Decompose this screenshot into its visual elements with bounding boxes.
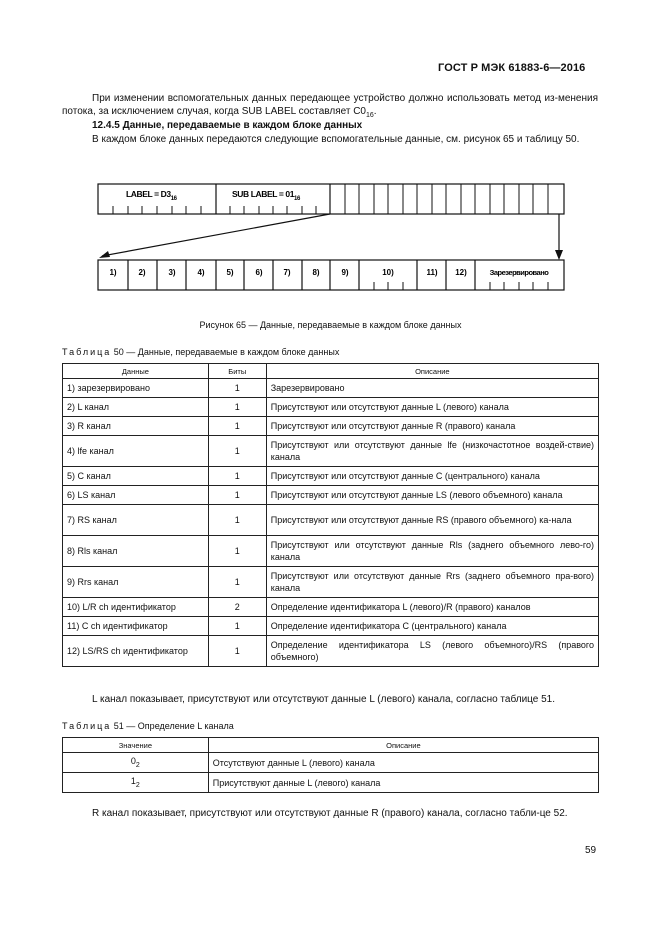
left-arrow-head [99, 251, 110, 258]
cell-bits: 1 [208, 467, 266, 486]
header-bits: Биты [208, 364, 266, 379]
cell-data: 1) зарезервировано [63, 379, 209, 398]
cell-bits: 1 [208, 486, 266, 505]
field-2: 2) [138, 268, 146, 277]
table-header-row [63, 738, 599, 753]
field-4: 4) [197, 268, 205, 277]
table-row [63, 417, 599, 436]
cell-data: 3) R канал [63, 417, 209, 436]
cell-description: Определение идентификатора C (центрального) канала [266, 617, 598, 636]
cell-bits: 1 [208, 417, 266, 436]
cell-data: 2) L канал [63, 398, 209, 417]
value-number: 0 [130, 756, 136, 767]
cell-description: Присутствуют или отсутствуют данные Rls (заднего объемного лево-го) канала [266, 536, 598, 567]
cell-description: Присутствуют или отсутствуют данные Rrs (заднего объемного пра-вого) канала [266, 567, 598, 598]
field-9: 9) [341, 268, 349, 277]
section-heading: 12.4.5 Данные, передаваемые в каждом блоке данных [92, 120, 363, 131]
table-row [63, 467, 599, 486]
cell-description: Присутствуют или отсутствуют данные R (правого) канала [266, 417, 598, 436]
cell-description: Определение идентификатора L (левого)/R (правого) каналов [266, 598, 598, 617]
cell-description: Присутствуют или отсутствуют данные C (центрального) канала [266, 467, 598, 486]
cell-data: 12) LS/RS ch идентификатор [63, 636, 209, 667]
cell-description: Присутствуют или отсутствуют данные LS (левого объемного) канала [266, 486, 598, 505]
value-number: 1 [130, 776, 136, 787]
table-word: Таблица [62, 347, 112, 357]
field-8: 8) [312, 268, 320, 277]
label-field-text: LABEL = $D3_{16}$ [126, 189, 177, 202]
cell-bits: 1 [208, 436, 266, 467]
table-51-title [62, 721, 234, 731]
cell-value [63, 753, 209, 773]
figure-65-diagram [0, 178, 661, 318]
expand-line [102, 214, 330, 256]
cell-bits: 1 [208, 536, 266, 567]
cell-data: 10) L/R ch идентификатор [63, 598, 209, 617]
field-12: 12) [455, 268, 467, 277]
table-row [63, 636, 599, 667]
table-row [63, 398, 599, 417]
value-base: 2 [135, 781, 140, 789]
document-header: ГОСТ Р МЭК 61883-6—2016 [438, 62, 586, 74]
table-row [63, 567, 599, 598]
subscript: 16 [366, 112, 374, 119]
cell-data: 11) C ch идентификатор [63, 617, 209, 636]
table-row [63, 753, 599, 773]
table-title-text: 50 — Данные, передаваемые в каждом блоке данных [111, 347, 340, 357]
paragraph-stream-change [62, 92, 598, 122]
table-row [63, 486, 599, 505]
table-row [63, 598, 599, 617]
table-50 [62, 363, 599, 667]
paragraph-aux-data: В каждом блоке данных передаются следующие вспомогательные данные, см. рисунок 65 и таблицу 50. [92, 134, 580, 145]
table-row [63, 436, 599, 467]
cell-bits: 1 [208, 636, 266, 667]
field-1: 1) [109, 268, 117, 277]
cell-bits: 1 [208, 505, 266, 536]
field-5: 5) [226, 268, 234, 277]
field-10: 10) [382, 268, 394, 277]
figure-caption: Рисунок 65 — Данные, передаваемые в каждом блоке данных [199, 320, 462, 330]
right-arrow-head [555, 250, 563, 260]
paragraph-r-channel: R канал показывает, присутствуют или отсутствуют данные R (правого) канала, согласно табли-це 52. [92, 808, 568, 819]
cell-description: Отсутствуют данные L (левого) канала [208, 753, 598, 773]
sublabel-field-text: SUB LABEL = $01_{16}$ [232, 189, 300, 202]
cell-description: Зарезервировано [266, 379, 598, 398]
cell-data: 9) Rrs канал [63, 567, 209, 598]
field-11: 11) [426, 268, 438, 277]
cell-bits: 1 [208, 617, 266, 636]
cell-data: 5) C канал [63, 467, 209, 486]
cell-description: Определение идентификатора LS (левого объемного)/RS (правого объемного) [266, 636, 598, 667]
header-value: Значение [63, 738, 209, 753]
header-data: Данные [63, 364, 209, 379]
table-row [63, 379, 599, 398]
cell-data: 8) Rls канал [63, 536, 209, 567]
header-description: Описание [208, 738, 598, 753]
cell-bits: 2 [208, 598, 266, 617]
cell-description: Присутствуют данные L (левого) канала [208, 773, 598, 793]
cell-description: Присутствуют или отсутствуют данные RS (правого объемного) ка-нала [266, 505, 598, 536]
table-row [63, 536, 599, 567]
paragraph-l-channel: L канал показывает, присутствуют или отсутствуют данные L (левого) канала, согласно таблице 51. [92, 694, 556, 705]
table-50-title [62, 347, 339, 357]
table-51 [62, 737, 599, 793]
cell-bits: 1 [208, 379, 266, 398]
cell-data: 6) LS канал [63, 486, 209, 505]
table-row [63, 505, 599, 536]
header-description: Описание [266, 364, 598, 379]
cell-description: Присутствуют или отсутствуют данные L (левого) канала [266, 398, 598, 417]
field-7: 7) [283, 268, 291, 277]
cell-description: Присутствуют или отсутствуют данные lfe (низкочастотное воздей-ствие) канала [266, 436, 598, 467]
table-header-row [63, 364, 599, 379]
page-number: 59 [585, 845, 597, 856]
table-title-text: 51 — Определение L канала [111, 721, 234, 731]
table-row [63, 617, 599, 636]
cell-data: 7) RS канал [63, 505, 209, 536]
cell-data: 4) lfe канал [63, 436, 209, 467]
cell-bits: 1 [208, 398, 266, 417]
field-3: 3) [168, 268, 176, 277]
cell-value [63, 773, 209, 793]
cell-bits: 1 [208, 567, 266, 598]
value-base: 2 [135, 761, 140, 769]
table-row [63, 773, 599, 793]
paragraph-text: При изменении вспомогательных данных передающее устройство должно использовать метод из-менения потока, за исключением случая, когда SUB LABEL составляет C0 [62, 93, 598, 117]
field-reserved: Зарезервировано [489, 268, 549, 277]
table-word: Таблица [62, 721, 112, 731]
field-6: 6) [255, 268, 263, 277]
paragraph-end: . [373, 106, 377, 117]
